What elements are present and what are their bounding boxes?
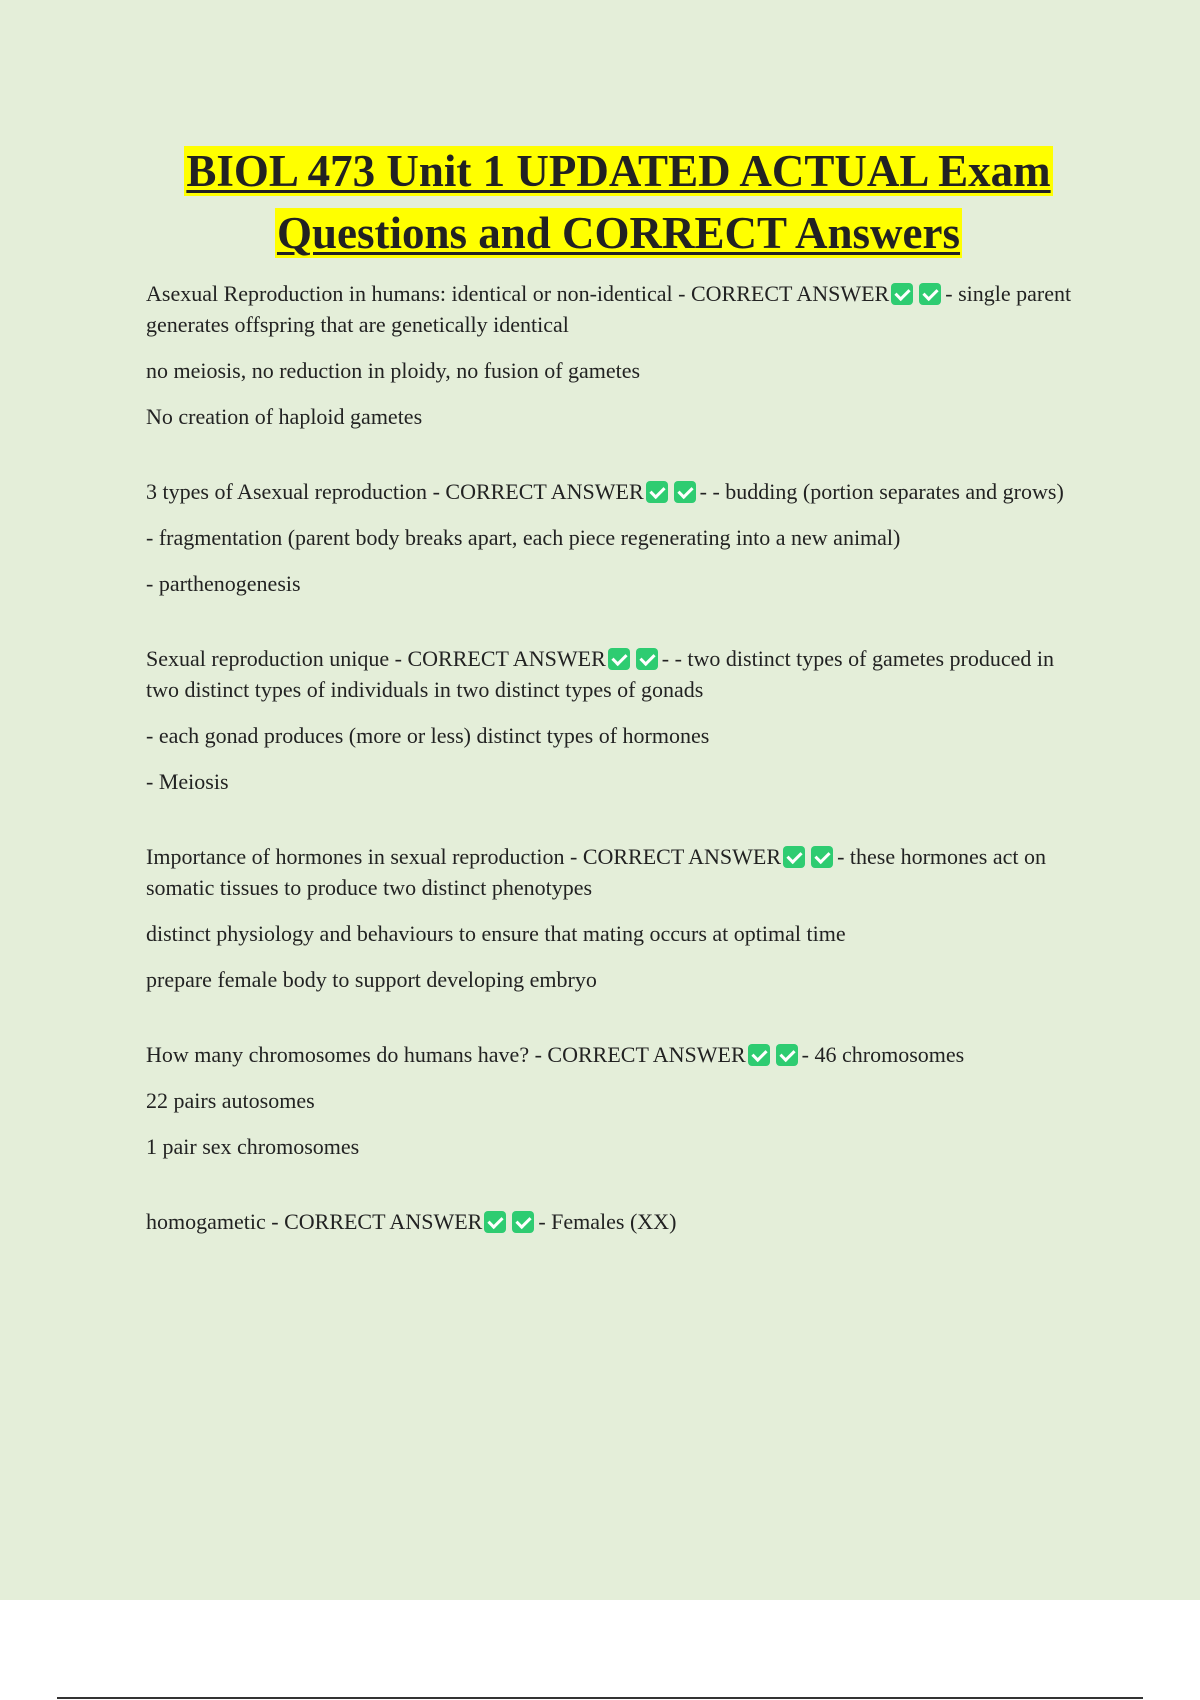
answer-detail-line: 1 pair sex chromosomes bbox=[146, 1134, 360, 1159]
answer-detail-line: distinct physiology and behaviours to ensure that mating occurs at optimal time bbox=[146, 921, 846, 946]
question-text: How many chromosomes do humans have? bbox=[146, 1042, 530, 1067]
answer-detail-line: 22 pairs autosomes bbox=[146, 1088, 315, 1113]
correct-answer-label: CORRECT ANSWER bbox=[582, 844, 782, 869]
document-content bbox=[146, 140, 1091, 1281]
answer-detail-line: prepare female body to support developing embryo bbox=[146, 967, 597, 992]
check-box-icon bbox=[608, 648, 630, 670]
answer-text: - two distinct types of gametes produced in two distinct types of individuals in two distinct types of gonads bbox=[146, 646, 1054, 702]
check-box-icon bbox=[776, 1044, 798, 1066]
answer-detail-line: - parthenogenesis bbox=[146, 571, 301, 596]
answer-detail-line: - each gonad produces (more or less) distinct types of hormones bbox=[146, 723, 710, 748]
qa-item bbox=[146, 1206, 1091, 1237]
check-box-icon bbox=[674, 481, 696, 503]
qa-question-line: How many chromosomes do humans have? - CORRECT ANSWER - 46 chromosomes bbox=[146, 1042, 965, 1067]
correct-answer-label: CORRECT ANSWER bbox=[445, 479, 644, 504]
qa-list bbox=[146, 278, 1091, 1237]
qa-item bbox=[146, 476, 1091, 599]
correct-answer-label: CORRECT ANSWER bbox=[407, 646, 606, 671]
answer-detail-line: no meiosis, no reduction in ploidy, no fusion of gametes bbox=[146, 358, 641, 383]
title-line-1: BIOL 473 Unit 1 UPDATED ACTUAL Exam bbox=[186, 146, 1051, 196]
correct-answer-label: CORRECT ANSWER bbox=[284, 1209, 483, 1234]
question-text: homogametic bbox=[146, 1209, 266, 1234]
answer-detail-line: - fragmentation (parent body breaks apart, each piece regenerating into a new animal) bbox=[146, 525, 901, 550]
check-box-icon bbox=[484, 1211, 506, 1233]
qa-question-line: Importance of hormones in sexual reproduction - CORRECT ANSWER - these hormones act on somatic tissues to produce two distinct phenotypes bbox=[146, 844, 1046, 900]
qa-question-line: Sexual reproduction unique - CORRECT ANSWER - - two distinct types of gametes produced in two distinct types of individuals in two distinct types of gonads bbox=[146, 646, 1054, 702]
check-box-icon bbox=[748, 1044, 770, 1066]
check-box-icon bbox=[512, 1211, 534, 1233]
question-text: Sexual reproduction unique bbox=[146, 646, 390, 671]
answer-text: Females (XX) bbox=[551, 1209, 677, 1234]
qa-item bbox=[146, 1039, 1091, 1162]
question-text: Asexual Reproduction in humans: identical or non-identical bbox=[146, 281, 673, 306]
answer-text: 46 chromosomes bbox=[814, 1042, 965, 1067]
question-text: 3 types of Asexual reproduction bbox=[146, 479, 428, 504]
document-title bbox=[146, 140, 1091, 264]
footer-divider bbox=[57, 1697, 1143, 1699]
qa-item bbox=[146, 278, 1091, 432]
answer-text: single parent generates offspring that are genetically identical bbox=[146, 281, 1072, 337]
qa-question-line: Asexual Reproduction in humans: identical or non-identical - CORRECT ANSWER - single parent generates offspring that are genetically identical bbox=[146, 281, 1072, 337]
check-box-icon bbox=[636, 648, 658, 670]
check-box-icon bbox=[919, 283, 941, 305]
check-box-icon bbox=[783, 846, 805, 868]
answer-text: these hormones act on somatic tissues to produce two distinct phenotypes bbox=[146, 844, 1046, 900]
question-text: Importance of hormones in sexual reproduction bbox=[146, 844, 565, 869]
check-box-icon bbox=[891, 283, 913, 305]
qa-item bbox=[146, 841, 1091, 995]
qa-item bbox=[146, 643, 1091, 797]
qa-question-line: 3 types of Asexual reproduction - CORRECT ANSWER - - budding (portion separates and grows) bbox=[146, 479, 1064, 504]
answer-detail-line: No creation of haploid gametes bbox=[146, 404, 423, 429]
check-box-icon bbox=[811, 846, 833, 868]
answer-detail-line: - Meiosis bbox=[146, 769, 229, 794]
check-box-icon bbox=[646, 481, 668, 503]
correct-answer-label: CORRECT ANSWER bbox=[690, 281, 890, 306]
correct-answer-label: CORRECT ANSWER bbox=[547, 1042, 746, 1067]
answer-text: - budding (portion separates and grows) bbox=[712, 479, 1064, 504]
qa-question-line: homogametic - CORRECT ANSWER - Females (XX) bbox=[146, 1209, 677, 1234]
title-line-2: Questions and CORRECT Answers bbox=[276, 208, 961, 258]
